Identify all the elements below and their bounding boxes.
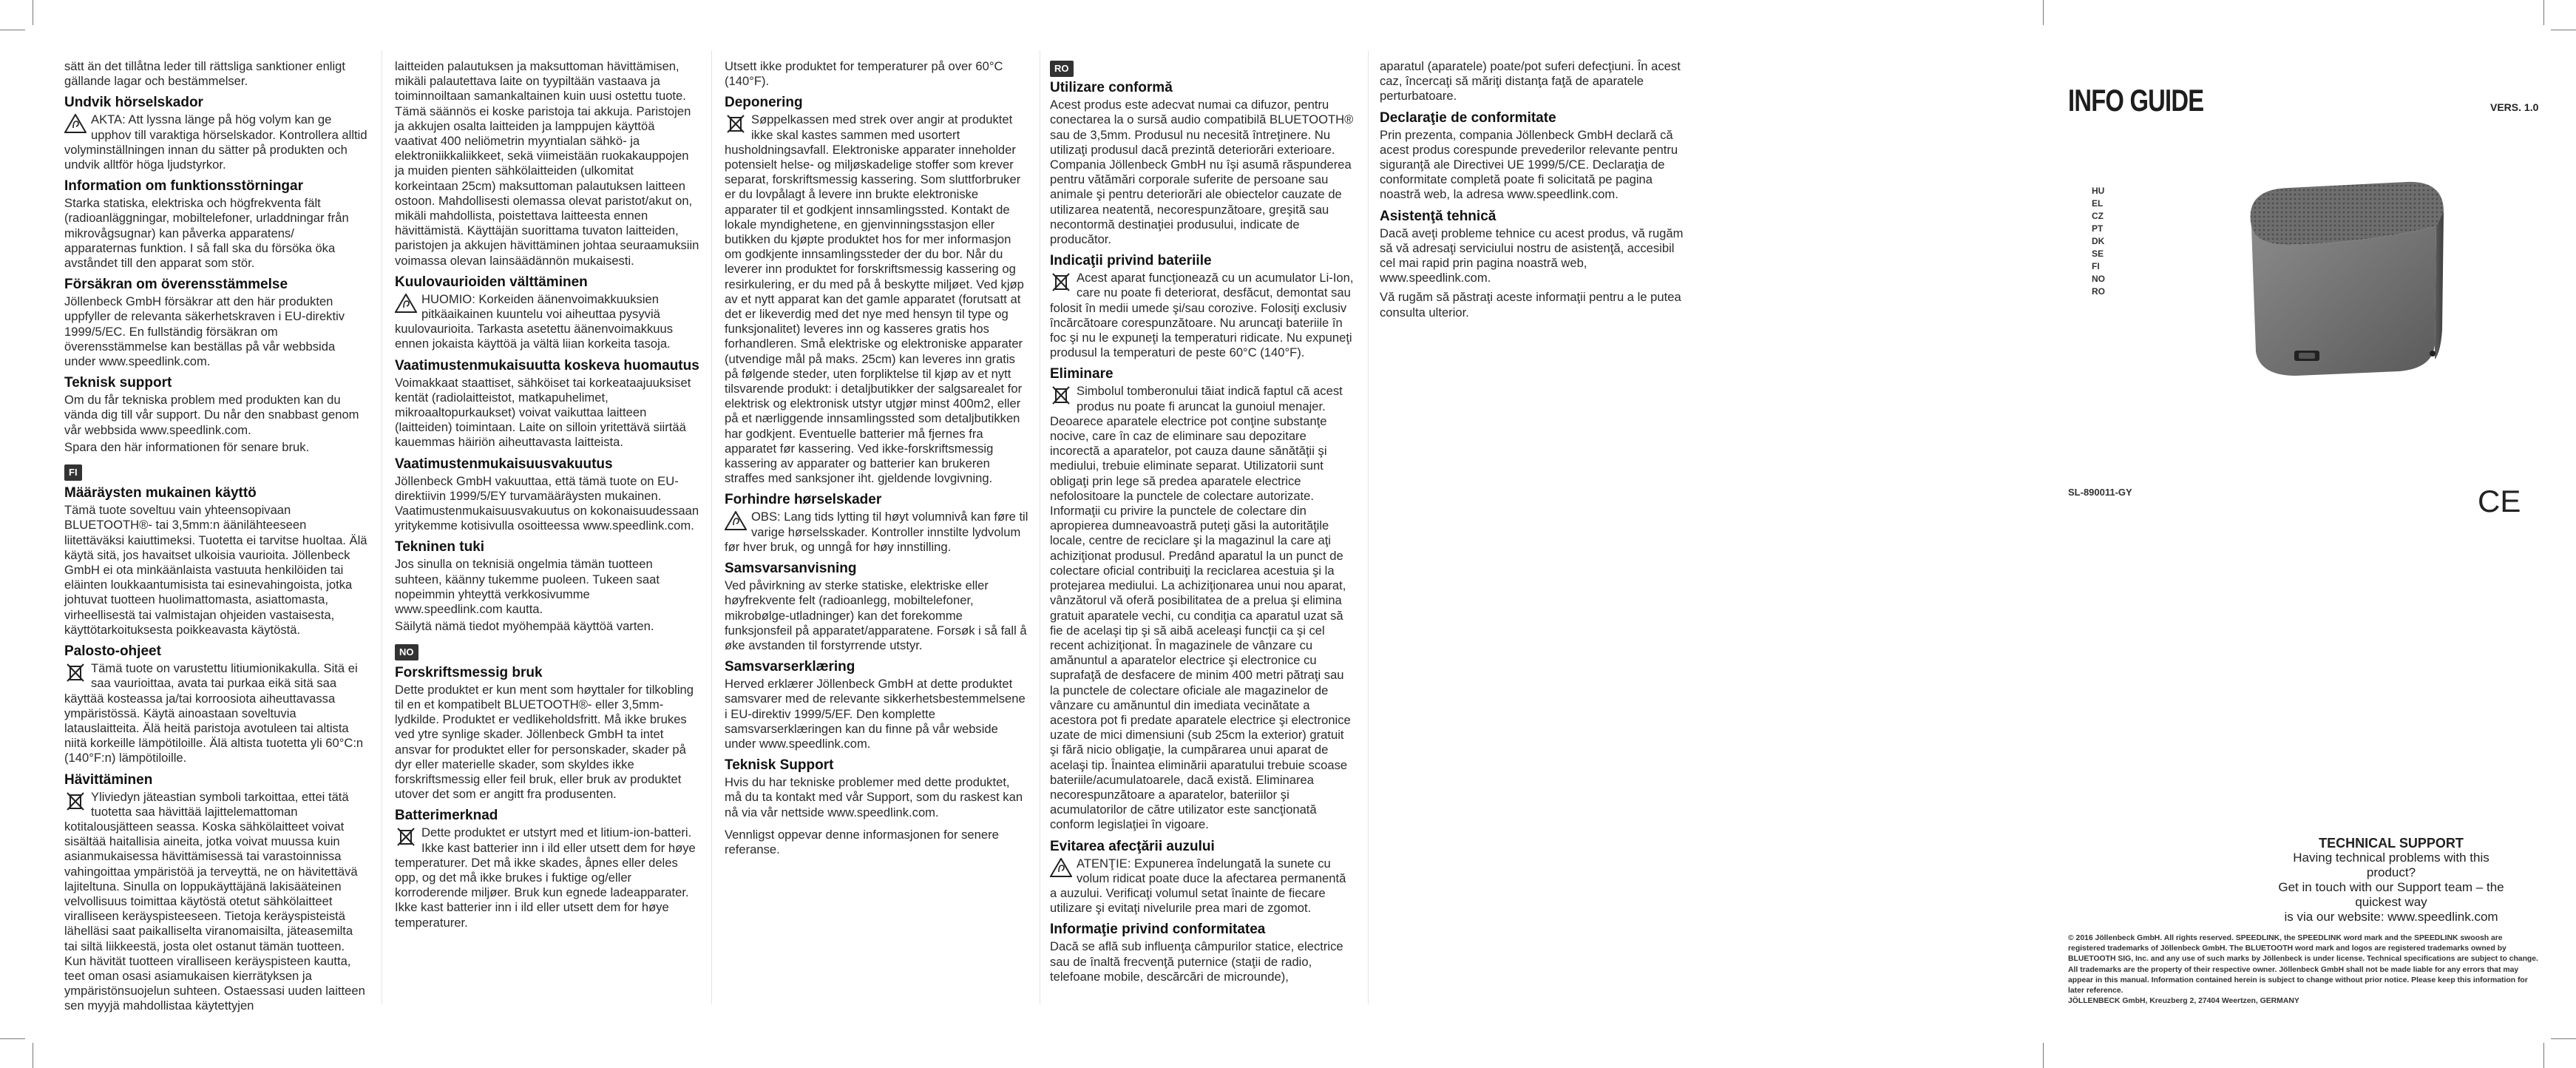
warning-ear-icon [1050, 858, 1072, 877]
section-text: Simbolul tomberonului tăiat indică faptul că acest produs nu poate fi aruncat la gunoiul menajer. Deoarece aparatele electrice pot conţine substanţe nocive, care în caz de eliminare sau depozitare incorectă a aparatelor, pot cauza daune sănătăţii şi mediului, trebuie eliminate separat. Utilizatorii sunt obligaţi prin lege să predea aparatele electrice nefolositoare la punctele de colectare autorizate. Informaţii cu privire la punctele de colectare din apropierea dumneavoastră puteţi găsi la autorităţile locale, centre de reciclare şi la magazinul la care aţi achiziţionat produsul. Predând aparatul la un punct de colectare oficial contribuiţi la reciclarea acestuia şi la protejarea mediului. La achiziţionarea unui nou aparat, vânzătorul vă oferă posibilitatea de a prelua şi elimina gratuit aparatele vechi, cu condiţia ca aparatul uzat să fie de acelaşi tip şi să aibă aceleaşi funcţii ca şi cel recent achiziţionat. În magazinele de vânzare cu amănuntul a aparatelor electrice şi electronice cu suprafaţă de desfacere de minim 400 metri pătraţi sau la punctele de colectare oficiale ale magazinelor de vânzare cu amănuntul din imediata vecinătate a acestora pot fi predate aparatele electrice şi electronice uzate de mici dimensiuni (sub 25cm la exterior) gratuit şi fără nicio obligaţie, la cumpărarea unui aparat de acelaşi tip. Înaintea eliminării aparatului trebuie scoase bateriile/acumulatoarele, dacă există. Eliminarea necorespunzătoare a aparatelor, bateriilor şi acumulatorilor de către utilizator este sancţionată conform legislaţiei în vigoare. [1050, 384, 1351, 832]
section-heading: Vaatimustenmukaisuutta koskeva huomautus [395, 357, 699, 374]
section-heading: Försäkran om överensstämmelse [64, 277, 288, 293]
section-text: Spara den här informationen för senare bruk. [64, 439, 310, 454]
battery-bin-icon [1050, 272, 1072, 291]
warning-ear-icon [725, 511, 747, 530]
section-text: Jos sinulla on teknisiä ongelmia tämän tuotteen suhteen, käänny tukemme puoleen. Tukeen saat nopeimmin yhteyttä verkkosivumme www.speedlink.com kautta. [395, 557, 660, 617]
section-text: Utsett ikke produktet for temperaturer på over 60°C (140°F). [725, 59, 1003, 89]
language-code: EL [2092, 198, 2104, 209]
section-text: Dette produktet er utstyrt med et litium-ion-batteri. Ikke kast batterier inn i ild eller utsett dem for høye temperaturer. Det må ikke skades, åpnes eller deles opp, og det må ikke brukes i fuktige og/eller korroderende miljøer. Bruk kun egnede ladeapparater. Ikke kast batterier inn i ild eller utsett dem for høye temperaturer. [395, 825, 696, 930]
language-code: RO [2092, 286, 2105, 297]
section-text: Ved påvirkning av sterke statiske, elektriske eller høyfrekvente felt (radioanlegg, mobiltelefoner, mikrobølge-utladninger) kan det forekomme funksjonsfeil på apparatet/apparatene. Forsøk i så fall å øke avstanden til forstyrrende utstyr. [725, 578, 1027, 652]
support-title: TECHNICAL SUPPORT [2319, 836, 2464, 851]
language-code: HU [2092, 186, 2105, 196]
section-text: Om du får tekniska problem med produkten kan du vända dig till vår support. Du når den snabbast genom vår webbsida www.speedlink.com. [64, 393, 359, 437]
section-heading: Forhindre hørselskader [725, 492, 882, 508]
support-line: Having technical problems with this product? [2293, 851, 2489, 879]
section-text: laitteiden palautuksen ja maksuttoman hävittämisen, mikäli palautettava laite on tyypiltään vastaava ja toiminnoiltaan samankaltainen kuin uusi ostettu tuote. Tämä säännös ei koske paristoja tai akkuja. Paristojen ja akkujen osalta laitteiden ja lamppujen käyttöä vaativat 400 neliömetrin myyntialan sähkö- ja elektroniikkaliikkeet, sekä viimeistään ruokakauppojen ja muiden pienten sähkölaitteiden (ulkomitat korkeintaan 25cm) maksuttoman palautuksen laitteen ostoon. Mahdollisesti olemassa olevat paristot/akut on, mikäli mahdollista, poistettava laitteesta ennen hävittämistä. Käyttäjän suorittama tuvaton laitteiden, paristojen ja akkujen hävittäminen johtaa seuraamuksiin voimassa olevan lainsäädännön mukaisesti. [395, 59, 699, 268]
legal-notice [2068, 933, 2541, 1007]
ce-mark: CE [2478, 484, 2521, 518]
section-heading: Indicaţii privind bateriile [1050, 253, 1212, 269]
section-text: OBS: Lang tids lytting til høyt volumnivå kan føre til varige hørselsskader. Kontroller innstilte lydvolum før hver bruk, og unngå for høy innstilling. [725, 510, 1028, 554]
section-heading: Samsvarsanvisning [725, 561, 857, 577]
section-heading: Deponering [725, 95, 803, 111]
warning-ear-icon [64, 114, 87, 133]
section-text: Acest produs este adecvat numai ca difuzor, pentru conectarea la o sursă audio compatibilă BLUETOOTH® sau de 3,5mm. Produsul nu necesită întreţinere. Nu utilizaţi produsul dacă prezintă deteriorări exterioare. Compania Jöllenbeck GmbH nu îşi asumă răspunderea pentru vătămări corporale suferite de persoane sau animale şi pentru deteriorări ale obiectelor cauzate de utilizarea neatentă, necorespunzătoare, greşită sau necontormă destinaţiei produsului, indicate de producător. [1050, 98, 1354, 247]
language-code: PT [2092, 223, 2104, 234]
company-address: JÖLLENBECK GmbH, Kreuzberg 2, 27404 Weertzen, GERMANY [2068, 997, 2299, 1006]
section-heading: Declaraţie de conformitate [1380, 109, 1556, 126]
column-1 [64, 59, 369, 1016]
language-code: SE [2092, 249, 2104, 259]
section-heading: Kuulovaurioiden välttäminen [395, 274, 588, 290]
section-heading: Batterimerknad [395, 808, 498, 824]
section-text: Starka statiska, elektriska och högfrekventa fält (radioanläggningar, mobiltelefoner, urladdningar från mikrovågsugnar) kan påverka apparatens/ apparaternas funktion. I så fall ska du försöka öka avståndet till den apparat som stör. [64, 196, 349, 271]
crop-mark [2043, 1043, 2044, 1068]
section-text: Tämä tuote soveltuu vain yhteensopivaan BLUETOOTH®- tai 3,5mm:n äänilähteeseen liitettäväksi kaiuttimeksi. Tuotetta ei tarvitse huoltaa. Älä käytä sitä, jos havaitset ulkoisia vaurioita. Jöllenbeck GmbH ei ota minkäänlaista vastuuta henkilöiden tai eläinten loukkaantumisista tai esinevahingoista, jotka johtuvat tuotteen huolimattomasta, asiattomasta, virheellisestä tai valmistajan ohjeiden vastaisesta, käyttötarkoituksesta poikkeavasta käytöstä. [64, 503, 367, 637]
section-text: aparatul (aparatele) poate/pot suferi defecţiuni. În acest caz, încercaţi să măriţi distanţa faţă de aparatele perturbatoare. [1380, 59, 1681, 104]
crop-mark [2043, 0, 2044, 25]
section-heading: Informaţie privind conformitatea [1050, 922, 1266, 938]
crossed-bin-icon [725, 114, 747, 133]
section-text: Hvis du har tekniske problemer med dette produktet, må du ta kontakt med vår Support, som du raskest kan nå via vår nettside www.speedlink.com. [725, 775, 1023, 819]
battery-bin-icon [64, 663, 87, 682]
section-text: Voimakkaat staattiset, sähköiset tai korkeataajuuksiset kentät (radiolaitteistot, matkapuhelimet, mikroaaltopurkaukset) voivat vaikuttaa laitteen (laitteiden) toimintaan. Laite on silloin yritettävä siirtää kauemmas häiriön aiheuttavasta laitteista. [395, 375, 691, 450]
section-heading: Forskriftsmessig bruk [395, 664, 543, 680]
section-text: ATENŢIE: Expunerea îndelungată la sunete cu volum ridicat poate duce la afectarea permanentă a auzului. Verificaţi volumul setat înainte de fiecare utilizare şi evitaţi nivelurile prea mari de zgomot. [1050, 856, 1346, 916]
crop-mark [2543, 1043, 2544, 1068]
column-5 [1380, 59, 1687, 322]
warning-ear-icon [395, 294, 417, 313]
section-heading: Evitarea afecţării auzului [1050, 838, 1215, 854]
version-label: VERS. 1.0 [2490, 101, 2539, 113]
crop-mark [0, 1038, 25, 1039]
support-line: Get in touch with our Support team – the quickest way [2278, 880, 2504, 909]
section-text: Søppelkassen med strek over angir at produktet ikke skal kastes sammen med usortert husholdningsavfall. Elektroniske apparater inneholder potensielt helse- og miljøskadelige stoffer som krever separat, forskriftsmessig kassering. Som sluttforbruker er du lovpålagt å levere inn brukte elektroniske apparater til et godkjent innsamlingssted. Kontakt de lokale myndighetene, en gjenvinningsstasjon eller butikken du kjøpte produktet hos for mer informasjon om godkjente innsamlingssteder der du bor. Når du leverer inn produktet for forskriftsmessig kassering og resirkulering, er du med på å beskytte miljøet. Ved kjøp av et nytt apparat kan det gamle apparatet (forutsatt at det er likeverdig med det nye med hensyn til type og funksjonalitet) leveres inn og kasseres gratis hos forhandleren. Små elektriske og elektroniske apparater (utvendige mål på maks. 25cm) kan leveres inn gratis på følgende steder, uten forpliktelse til kjøp av et nytt tilsvarende produkt: i detaljbutikker der salgsarealet for elektrisk og elektronisk utstyr utgjør minst 400m2, eller på et nærliggende innsamlingssted som detaljbutikken har godkjent. Eventuelle batterier må fjernes fra apparatet før kassering. Ved ikke-forskriftsmessig kassering av apparater og batterier kan brukeren straffes med sanksjoner iht. gjeldende lovgivning. [725, 112, 1024, 486]
section-heading: Tekninen tuki [395, 539, 485, 555]
section-heading: Samsvarserklæring [725, 659, 855, 675]
section-heading: Teknisk Support [725, 757, 834, 774]
section-heading: Asistenţă tehnică [1380, 208, 1497, 224]
section-heading: Eliminare [1050, 366, 1114, 382]
column-divider [711, 50, 712, 1004]
language-tag-no: NO [395, 644, 418, 660]
column-divider [1368, 50, 1369, 1004]
support-line: is via our website: www.speedlink.com [2284, 910, 2498, 924]
language-code: FI [2092, 261, 2100, 271]
section-heading: Information om funktionsstörningar [64, 178, 303, 195]
section-text: Dacă se află sub influenţa câmpurilor statice, electrice sau de înaltă frecvenţă puternice (staţii de radio, telefoane mobile, descărcări de microunde), [1050, 939, 1343, 984]
crop-mark [2551, 1038, 2576, 1039]
section-text: Prin prezenta, compania Jöllenbeck GmbH declară că acest produs corespunde prevederilor relevante pentru siguranţă ale Directivei UE 1999/5/CE. Declaraţia de conformitate completă poate fi solicitată pe pagina noastră web, la adresa www.speedlink.com. [1380, 127, 1678, 202]
section-text: Dacă aveţi probleme tehnice cu acest produs, vă rugăm să vă adresaţi serviciului nostru de asistenţă, accesibil cel mai rapid prin pagina noastră web, www.speedlink.com. [1380, 226, 1684, 285]
section-text: Säilytä nämä tiedot myöhempää käyttöä varten. [395, 619, 654, 634]
section-heading: Undvik hörselskador [64, 95, 203, 111]
section-text: Tämä tuote on varustettu litiumionikakulla. Sitä ei saa vaurioittaa, avata tai purkaa eikä sitä saa käyttää kosteassa ja/tai korroosiota aiheuttavassa ympäristössä. Käytä ainoastaan soveltuvia latauslaitteita. Älä heitä paristoja avotuleen tai altista niitä korkeille lämpötiloille. Älä altista tuotetta yli 60°C:n (140°F:n) lämpötiloille. [64, 661, 364, 765]
language-code: DK [2092, 236, 2105, 246]
section-text: Dette produktet er kun ment som høyttaler for tilkobling til en et kompatibelt BLUETOOTH®- eller 3,5mm-lydkilde. Produktet er vedlikeholdsfritt. Må ikke brukes ved ytre synlige skader. Jöllenbeck GmbH ta intet ansvar for produktet eller for personskader, skader på dyr eller materielle skader, som skyldes ikke forskriftsmessig eller feil bruk, eller bruk av produktet utover det som er angitt fra produsenten. [395, 682, 694, 802]
section-heading: Teknisk support [64, 375, 172, 391]
section-text: Vă rugăm să păstraţi aceste informaţii pentru a le putea consulta ulterior. [1380, 290, 1681, 320]
copyright-text: © 2016 Jöllenbeck GmbH. All rights reserved. SPEEDLINK, the SPEEDLINK word mark and the SPEEDLINK swoosh are registered trademarks of Jöllenbeck GmbH. The BLUETOOTH word mark and logos are registered trademarks owned by BLUETOOTH SIG, Inc. and any use of such marks by Jöllenbeck is under license. Technical specifications are subject to change. All trademarks are the property of their respective owner. Jöllenbeck GmbH shall not be made liable for any errors that may appear in this manual. Information contained herein is subject to change without prior notice. Please keep this information for later reference. [2068, 934, 2538, 996]
crossed-bin-icon [64, 791, 87, 811]
technical-support-block [2273, 836, 2509, 925]
section-text: Jöllenbeck GmbH vakuuttaa, että tämä tuote on EU-direktiivin 1999/5/EY turvamääräysten mukainen. Vaatimustenmukaisuusvakuutus on kokonaisuudessaan yritykemme kotisivulla osoitteessa www.speedlink.com. [395, 473, 699, 533]
column-3 [725, 59, 1029, 859]
column-2 [395, 59, 699, 933]
section-heading: Vaatimustenmukaisuusvakuutus [395, 456, 613, 472]
section-text: Vennligst oppevar denne informasjonen for senere referanse. [725, 827, 999, 856]
section-heading: Utilizare conformă [1050, 80, 1173, 96]
language-list [2092, 185, 2105, 298]
section-heading: Määräysten mukainen käyttö [64, 485, 257, 501]
section-text: Herved erklærer Jöllenbeck GmbH at dette produktet samsvarer med de relevante sikkerhetsbestemmelsene i EU-direktiv 1999/5/EF. Den komplette samsvarserklæringen kan du finne på vår webside under www.speedlink.com. [725, 677, 1026, 751]
section-text: Yliviedyn jäteastian symboli tarkoittaa, ettei tätä tuotetta saa hävittää lajittelemattoman kotitalousjätteen seassa. Koska sähkölaitteet voivat sisältää haitallisia aineita, jotka voivat muussa kuin asianmukaisessa hävittämisessä tai varastoinnissa vahingoittaa ympäristöä ja terveyttä, ne on hävitettävä lajiteltuna. Sinulla on loppukäyttäjänä lakisääteinen velvollisuus toimittaa käytöstä otetut sähkölaitteet viralliseen keräyspisteeseen. Tietoja keräyspisteistä lähelläsi saat paikalliselta viranomaisilta, jäteasemilta tai siltä liikkeestä, josta olet ostanut tämän tuotteen. Kun hävität tuotteen viralliseen keräyspisteen kautta, teet oman osasi asiamukaisen kierrätyksen ja ympäristönsuojelun suhteen. Ostaessasi uuden laitteen sen myyjä mahdollistaa käytettyjen [64, 789, 365, 1013]
language-code: NO [2092, 274, 2105, 284]
section-text: Jöllenbeck GmbH försäkrar att den här produkten uppfyller de relevanta säkerhetskraven i EU-direktiv 1999/5/EC. En fullständig försäkran om överensstämmelse kan beställas på vår webbsida under www.speedlink.com. [64, 294, 345, 369]
section-heading: Palosto-ohjeet [64, 643, 161, 660]
section-text: AKTA: Att lyssna länge på hög volym kan ge upphov till varaktiga hörselskador. Kontrollera alltid volyminställningen innan du sätter på produkten och undvik alltför höga ljudstyrkor. [64, 112, 367, 172]
crop-mark [2543, 0, 2544, 25]
language-tag-ro: RO [1050, 61, 1074, 77]
crossed-bin-icon [1050, 385, 1072, 405]
page-title: INFO GUIDE [2068, 83, 2204, 118]
section-text: Acest aparat funcţionează cu un acumulator Li-Ion, care nu poate fi deteriorat, desfăcut, demontat sau folosit în medii umede şi/sau corozive. Folosiţi exclusiv încărcătoare corespunzătoare. Nu aruncaţi bateriile în foc şi nu le expuneţi la temperaturi ridicate. Nu expuneţi produsul la temperaturi de peste 60°C (140°F). [1050, 271, 1354, 360]
product-sku: SL-890011-GY [2068, 487, 2132, 498]
intro-text: sätt än det tillåtna leder till rättsliga sanktioner enligt gällande lagar och bestämmelser. [64, 59, 346, 89]
language-code: CZ [2092, 211, 2104, 221]
speaker-product-image [2222, 175, 2451, 396]
section-heading: Hävittäminen [64, 771, 153, 788]
column-4 [1050, 55, 1355, 987]
language-tag-fi: FI [64, 464, 82, 481]
battery-bin-icon [395, 827, 417, 846]
section-text: HUOMIO: Korkeiden äänenvoimakkuuksien pitkäaikainen kuuntelu voi aiheuttaa pysyviä kuulovaurioita. Tarkasta asetettu äänenvoimakkuus ennen jokaista käyttöä ja vältä liian korkeita tasoja. [395, 291, 674, 351]
